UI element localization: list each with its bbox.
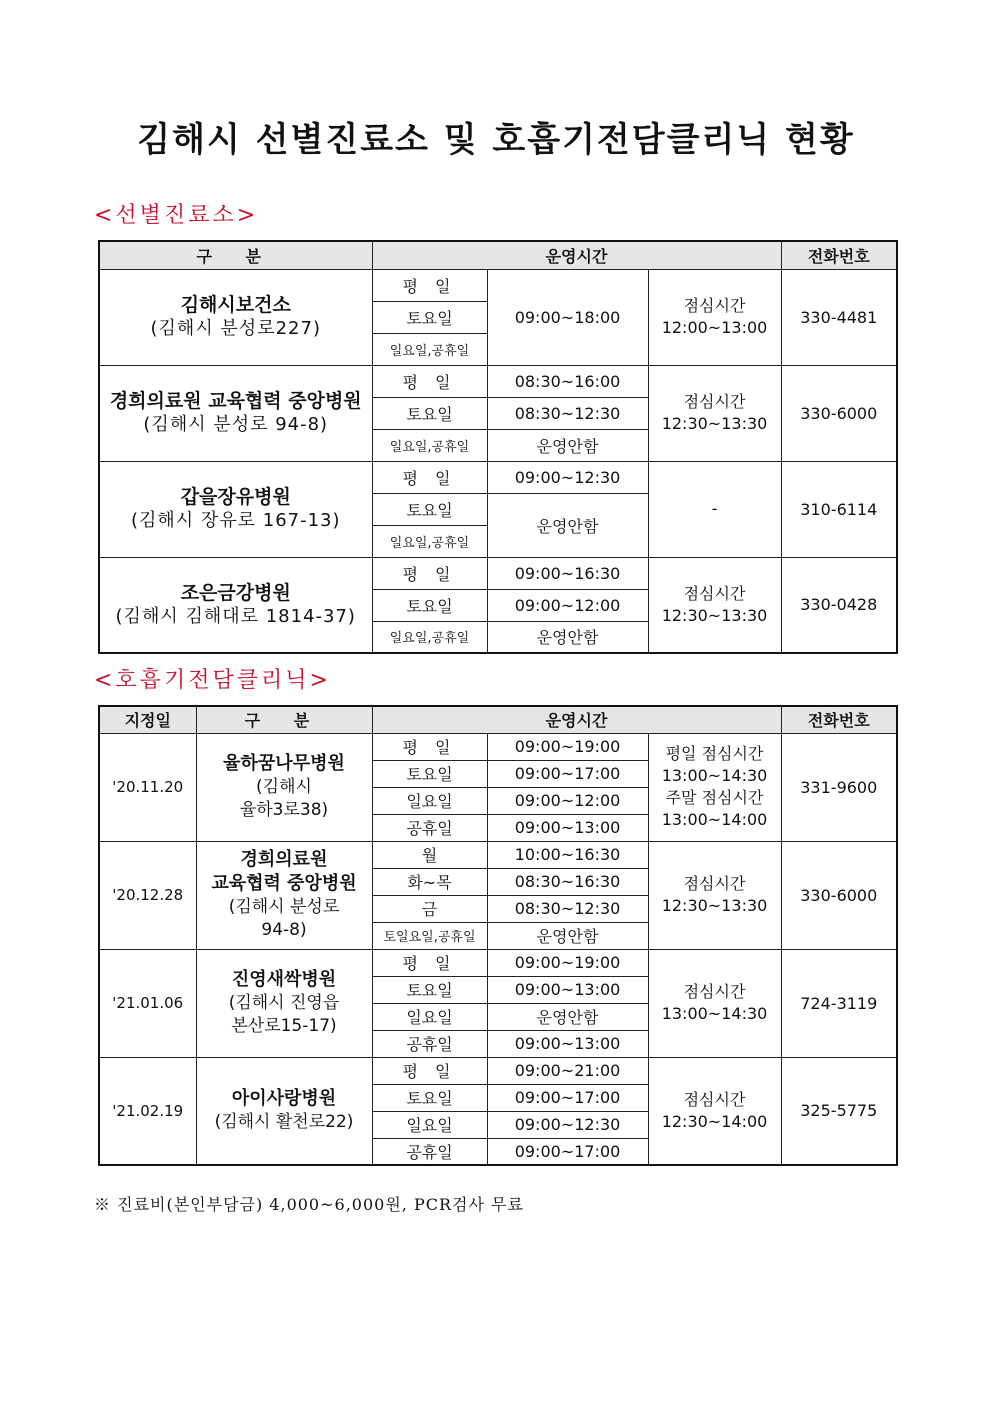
lunch-time: 12:30~13:30 bbox=[661, 414, 768, 433]
hours-value: 운영안함 bbox=[487, 429, 648, 461]
day-label: 일요일,공휴일 bbox=[372, 621, 487, 653]
institution-address: (김해시 분성로227) bbox=[150, 318, 321, 339]
institution-address: 94-8) bbox=[261, 920, 307, 940]
lunch-label: 주말 점심시간 bbox=[665, 788, 764, 807]
day-label: 토요일 bbox=[372, 493, 487, 525]
hours-value: 10:00~16:30 bbox=[487, 841, 648, 868]
lunch-label: 점심시간 bbox=[683, 874, 746, 893]
designation-date: '21.02.19 bbox=[99, 1057, 196, 1165]
institution-name: 조은금강병원 bbox=[180, 581, 291, 604]
lunch-label: 점심시간 bbox=[683, 583, 746, 603]
hours-value: 09:00~18:00 bbox=[487, 269, 648, 365]
lunch-time: 12:00~13:00 bbox=[661, 318, 768, 337]
hours-value: 09:00~16:30 bbox=[487, 557, 648, 589]
footnote: ※ 진료비(본인부담금) 4,000~6,000원, PCR검사 무료 bbox=[94, 1195, 524, 1214]
day-label: 평 일 bbox=[372, 461, 487, 493]
day-label: 일요일,공휴일 bbox=[372, 333, 487, 365]
hours-value: 09:00~12:00 bbox=[487, 589, 648, 621]
hours-value: 08:30~12:30 bbox=[487, 397, 648, 429]
institution-address: (김해시 분성로 bbox=[228, 897, 340, 917]
day-label: 토요일 bbox=[372, 397, 487, 429]
day-label: 토일요일,공휴일 bbox=[372, 922, 487, 949]
hours-value: 09:00~13:00 bbox=[487, 814, 648, 841]
lunch-label: 평일 점심시간 bbox=[665, 744, 764, 763]
hours-value: 09:00~21:00 bbox=[487, 1057, 648, 1084]
day-label: 평 일 bbox=[372, 557, 487, 589]
institution-address: (김해시 장유로 167-13) bbox=[130, 510, 341, 531]
day-label: 공휴일 bbox=[372, 1138, 487, 1165]
phone-number: 724-3119 bbox=[781, 949, 897, 1057]
institution-cell bbox=[196, 733, 372, 841]
screening-section-heading: <선별진료소> bbox=[94, 203, 259, 228]
hours-value: 운영안함 bbox=[487, 922, 648, 949]
lunch-time: 12:30~13:30 bbox=[661, 605, 768, 625]
institution-cell bbox=[99, 557, 372, 653]
institution-cell bbox=[99, 365, 372, 461]
day-label: 일요일,공휴일 bbox=[372, 525, 487, 557]
institution-address: (김해시 활천로22) bbox=[214, 1112, 354, 1133]
institution-name: 아이사랑병원 bbox=[231, 1088, 337, 1110]
institution-cell bbox=[196, 1057, 372, 1165]
day-label: 금 bbox=[372, 895, 487, 922]
day-label: 월 bbox=[372, 841, 487, 868]
day-label: 평 일 bbox=[372, 949, 487, 976]
header-phone: 전화번호 bbox=[781, 706, 897, 733]
hours-value: 09:00~17:00 bbox=[487, 760, 648, 787]
hours-value: 09:00~12:30 bbox=[487, 461, 648, 493]
hours-value: 08:30~12:30 bbox=[487, 895, 648, 922]
day-label: 공휴일 bbox=[372, 1030, 487, 1057]
lunch-time: 13:00~14:00 bbox=[661, 810, 768, 829]
phone-number: 330-4481 bbox=[781, 269, 897, 365]
hours-value: 운영안함 bbox=[487, 1003, 648, 1030]
hours-value: 운영안함 bbox=[487, 621, 648, 653]
header-date: 지정일 bbox=[99, 706, 196, 733]
lunch-cell bbox=[648, 949, 781, 1057]
day-label: 평 일 bbox=[372, 1057, 487, 1084]
phone-number: 325-5775 bbox=[781, 1057, 897, 1165]
designation-date: '21.01.06 bbox=[99, 949, 196, 1057]
day-label: 일요일 bbox=[372, 1111, 487, 1138]
institution-cell bbox=[99, 269, 372, 365]
hours-value: 09:00~12:00 bbox=[487, 787, 648, 814]
day-label: 일요일,공휴일 bbox=[372, 429, 487, 461]
hours-value: 09:00~19:00 bbox=[487, 733, 648, 760]
hours-value: 09:00~12:30 bbox=[487, 1111, 648, 1138]
header-hours: 운영시간 bbox=[372, 241, 781, 269]
institution-name: 진영새싹병원 bbox=[231, 969, 337, 990]
institution-address: (김해시 bbox=[256, 777, 312, 797]
phone-number: 330-0428 bbox=[781, 557, 897, 653]
hours-value: 09:00~13:00 bbox=[487, 976, 648, 1003]
institution-name: 김해시보건소 bbox=[180, 294, 291, 316]
institution-name: 경희의료원 교육협력 중앙병원 bbox=[109, 390, 362, 412]
hours-value: 09:00~19:00 bbox=[487, 949, 648, 976]
institution-cell bbox=[196, 949, 372, 1057]
day-label: 일요일 bbox=[372, 787, 487, 814]
lunch-cell bbox=[648, 269, 781, 365]
day-label: 토요일 bbox=[372, 301, 487, 333]
clinic-table bbox=[98, 705, 898, 1166]
institution-address: 본산로15-17) bbox=[231, 1016, 337, 1036]
lunch-label: 점심시간 bbox=[683, 296, 746, 315]
lunch-cell: - bbox=[648, 461, 781, 557]
day-label: 토요일 bbox=[372, 1084, 487, 1111]
institution-address: (김해시 분성로 94-8) bbox=[143, 414, 329, 435]
day-label: 공휴일 bbox=[372, 814, 487, 841]
day-label: 평 일 bbox=[372, 365, 487, 397]
institution-name: 경희의료원 bbox=[240, 849, 328, 870]
header-hours: 운영시간 bbox=[372, 706, 781, 733]
lunch-time: 12:30~14:00 bbox=[661, 1111, 768, 1131]
clinic-section-heading: <호흡기전담클리닉> bbox=[94, 668, 331, 693]
page-title: 김해시 선별진료소 및 호흡기전담클리닉 현황 bbox=[137, 120, 855, 160]
hours-value: 08:30~16:30 bbox=[487, 868, 648, 895]
lunch-cell bbox=[648, 841, 781, 949]
hours-value: 09:00~13:00 bbox=[487, 1030, 648, 1057]
designation-date: '20.12.28 bbox=[99, 841, 196, 949]
lunch-cell bbox=[648, 733, 781, 841]
lunch-time: 13:00~14:30 bbox=[661, 1004, 768, 1023]
phone-number: 330-6000 bbox=[781, 841, 897, 949]
lunch-label: 점심시간 bbox=[683, 1089, 746, 1109]
day-label: 평 일 bbox=[372, 733, 487, 760]
header-phone: 전화번호 bbox=[781, 241, 897, 269]
header-category: 구 분 bbox=[196, 706, 372, 733]
lunch-cell bbox=[648, 557, 781, 653]
institution-name: 교육협력 중앙병원 bbox=[211, 873, 357, 894]
day-label: 토요일 bbox=[372, 589, 487, 621]
phone-number: 330-6000 bbox=[781, 365, 897, 461]
lunch-time: 12:30~13:30 bbox=[661, 896, 768, 915]
institution-cell bbox=[99, 461, 372, 557]
lunch-time: 13:00~14:30 bbox=[661, 766, 768, 785]
institution-address: (김해시 김해대로 1814-37) bbox=[115, 605, 356, 627]
lunch-cell bbox=[648, 365, 781, 461]
hours-value: 09:00~17:00 bbox=[487, 1138, 648, 1165]
institution-address: 율하3로38) bbox=[239, 800, 329, 820]
hours-value: 09:00~17:00 bbox=[487, 1084, 648, 1111]
day-label: 일요일 bbox=[372, 1003, 487, 1030]
institution-cell bbox=[196, 841, 372, 949]
lunch-label: 점심시간 bbox=[683, 982, 746, 1001]
lunch-label: 점심시간 bbox=[683, 392, 746, 411]
institution-name: 율하꿈나무병원 bbox=[223, 753, 345, 774]
hours-value: 08:30~16:00 bbox=[487, 365, 648, 397]
institution-address: (김해시 진영읍 bbox=[228, 993, 340, 1013]
institution-name: 갑을장유병원 bbox=[180, 486, 291, 508]
day-label: 화~목 bbox=[372, 868, 487, 895]
hours-value: 운영안함 bbox=[487, 493, 648, 557]
header-category: 구 분 bbox=[99, 241, 372, 269]
day-label: 평 일 bbox=[372, 269, 487, 301]
phone-number: 310-6114 bbox=[781, 461, 897, 557]
day-label: 토요일 bbox=[372, 760, 487, 787]
screening-table bbox=[98, 240, 898, 654]
designation-date: '20.11.20 bbox=[99, 733, 196, 841]
lunch-cell bbox=[648, 1057, 781, 1165]
phone-number: 331-9600 bbox=[781, 733, 897, 841]
day-label: 토요일 bbox=[372, 976, 487, 1003]
